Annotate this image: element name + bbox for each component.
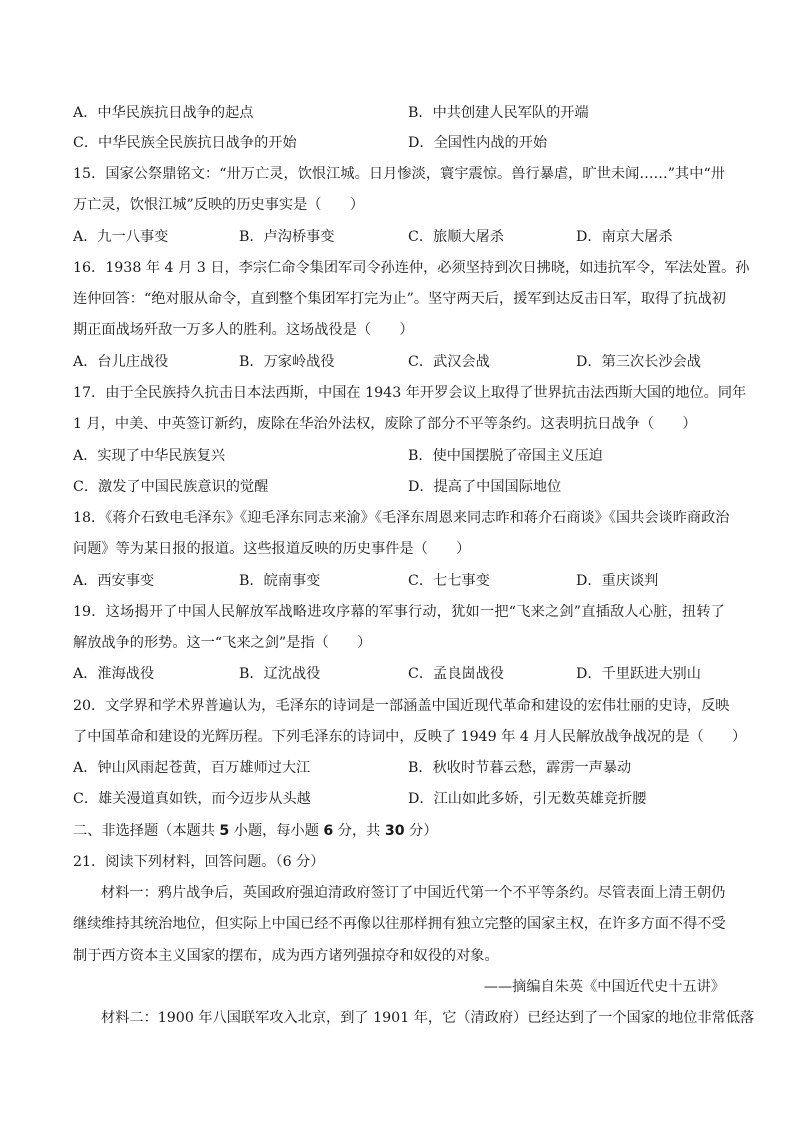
q16-option-c[interactable]: C．武汉会战 [408,354,490,370]
q20-option-a[interactable]: A．钟山风雨起苍黄，百万雄师过大江 [73,760,311,776]
q20-stem-line-2: 了中国革命和建设的光辉历程。下列毛泽东的诗词中，反映了 1949 年 4 月人民解放战争战况的是（ ） [73,729,747,745]
q19-option-b[interactable]: B．辽沈战役 [239,666,321,682]
q14-option-a[interactable]: A．中华民族抗日战争的起点 [73,105,254,121]
q21-material-1-line-3: 制于西方资本主义国家的摆布，成为西方诸列强掠夺和奴役的对象。 [73,948,499,964]
q19-option-c[interactable]: C．孟良崮战役 [408,666,504,682]
q17-stem-line-1: 17．由于全民族持久抗击日本法西斯，中国在 1943 年开罗会议上取得了世界抗击法西斯大国的地位。同年 [73,385,747,401]
q21-material-1-line-2: 继续维持其统治地位，但实际上中国已经不再像以往那样拥有独立完整的国家主权，在许多方面不得不受 [73,916,726,932]
q20-stem-line-1: 20．文学界和学术界普遍认为，毛泽东的诗词是一部涵盖中国近现代革命和建设的宏伟壮丽的史诗，反映 [73,698,730,714]
q19-option-a[interactable]: A．淮海战役 [73,666,155,682]
q19-option-d[interactable]: D．千里跃进大别山 [576,666,701,682]
q17-option-c[interactable]: C．激发了中国民族意识的觉醒 [73,479,269,495]
q20-option-b[interactable]: B．秋收时节暮云愁，霹雳一声暴动 [408,760,632,776]
q20-option-c[interactable]: C．雄关漫道真如铁，而今迈步从头越 [73,791,311,807]
q18-option-d[interactable]: D．重庆谈判 [576,573,659,589]
q17-option-a[interactable]: A．实现了中华民族复兴 [73,448,226,464]
q21-material-1-line-1: 材料一：鸦片战争后，英国政府强迫清政府签订了中国近代第一个不平等条约。尽管表面上清王朝仍 [101,885,726,901]
q16-stem-line-2: 连仲回答：“绝对服从命令，直到整个集团军打完为止”。坚守两天后，援军到达反击日军，取得了抗战初 [73,291,726,307]
q19-stem-line-2: 解放战争的形势。这一“飞来之剑”是指（ ） [73,635,372,651]
q15-option-c[interactable]: C．旅顺大屠杀 [408,229,504,245]
q18-option-a[interactable]: A．西安事变 [73,573,155,589]
q17-option-b[interactable]: B．使中国摆脱了帝国主义压迫 [408,448,603,464]
q19-stem-line-1: 19．这场揭开了中国人民解放军战略进攻序幕的军事行动，犹如一把“飞来之剑”直插敌人心脏，扭转了 [73,604,725,620]
q15-option-d[interactable]: D．南京大屠杀 [576,229,673,245]
q15-option-b[interactable]: B．卢沟桥事变 [239,229,335,245]
q17-option-d[interactable]: D．提高了中国国际地位 [408,479,562,495]
q16-option-d[interactable]: D．第三次长沙会战 [576,354,701,370]
q16-option-a[interactable]: A．台儿庄战役 [73,354,169,370]
q17-stem-line-2: 1 月，中美、中英签订新约，废除在华治外法权，废除了部分不平等条约。这表明抗日战争（ ） [73,416,697,432]
q16-stem-line-1: 16．1938 年 4 月 3 日，李宗仁命令集团军司令孙连仲，必须坚持到次日拂晓，如违抗军令，军法处置。孙 [73,260,750,276]
q18-stem-line-1: 18．《蒋介石致电毛泽东》《迎毛泽东同志来渝》《毛泽东周恩来同志昨和蒋介石商谈》《国共会谈昨商政治 [73,510,730,526]
q15-stem-line-2: 万亡灵，饮恨江城”反映的历史事实是（ ） [73,197,365,213]
q15-option-a[interactable]: A．九一八事变 [73,229,169,245]
q21-source-1: ——摘编自朱英《中国近代史十五讲》 [483,979,725,995]
q15-stem-line-1: 15．国家公祭鼎铭文：“卅万亡灵，饮恨江城。日月惨淡，寰宇震惊。兽行暴虐，旷世未闻……”其中“卅 [73,166,725,182]
q21-stem: 21．阅读下列材料，回答问题。（6 分） [73,854,325,870]
q14-option-b[interactable]: B．中共创建人民军队的开端 [408,105,589,121]
q18-option-b[interactable]: B．皖南事变 [239,573,321,589]
q16-option-b[interactable]: B．万家岭战役 [239,354,335,370]
q16-stem-line-3: 期正面战场歼敌一万多人的胜利。这场战役是（ ） [73,322,414,338]
q18-option-c[interactable]: C．七七事变 [408,573,490,589]
q18-stem-line-2: 问题》等为某日报的报道。这些报道反映的历史事件是（ ） [73,541,471,557]
q21-material-2-line-1: 材料二：1900 年八国联军攻入北京，到了 1901 年，它（清政府）已经达到了一个国家的地位非常低落 [101,1010,755,1026]
q14-option-d[interactable]: D．全国性内战的开始 [408,135,548,151]
section-2-heading: 二、非选择题（本题共 5 小题，每小题 6 分，共 30 分） [73,823,438,839]
q14-option-c[interactable]: C．中华民族全民族抗日战争的开始 [73,135,297,151]
q20-option-d[interactable]: D．江山如此多娇，引无数英雄竞折腰 [408,791,647,807]
